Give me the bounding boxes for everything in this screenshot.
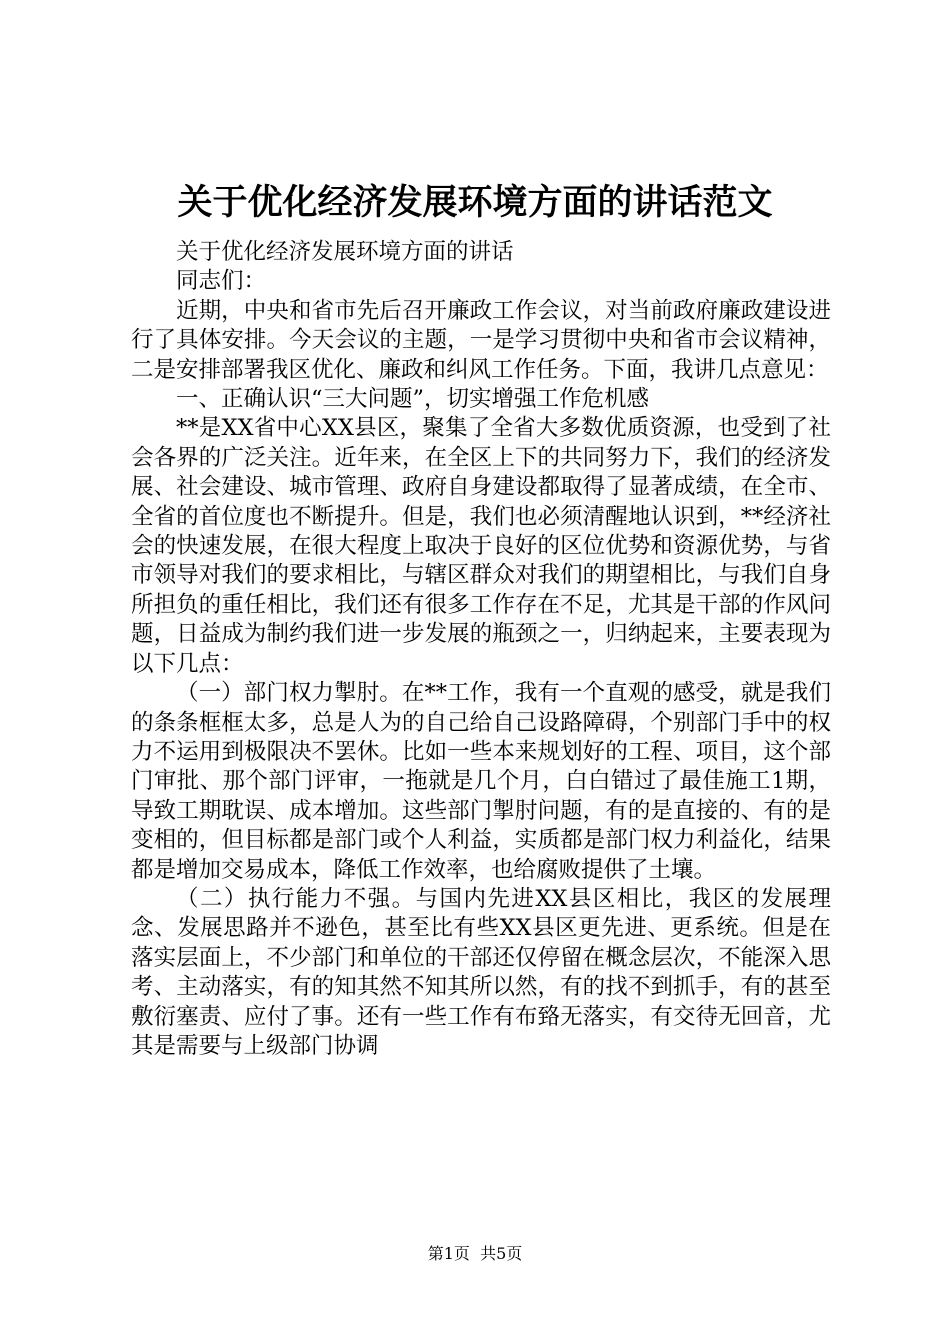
paragraph-point-1: （一）部门权力掣肘。在**工作，我有一个直观的感受，就是我们的条条框框太多，总是人为的自己给自己设路障碍，个别部门手中的权力不运用到极限决不罢休。比如一些本来规划好的工程、项目，这个部门审批、那个部门评审，一拖就是几个月，白白错过了最佳施工1期，导致工期耽误、成本增加。这些部门掣肘问题，有的是直接的、有的是变相的，但目标都是部门或个人利益，实质都是部门权力利益化，结果都是增加交易成本，降低工作效率，也给腐败提供了土壤。 bbox=[131, 680, 831, 883]
paragraph-overview: **是XX省中心XX县区，聚集了全省大多数优质资源，也受到了社会各界的广泛关注。近年来，在全区上下的共同努力下，我们的经济发展、社会建设、城市管理、政府自身建设都取得了显著成绩，在全市、全省的首位度也不断提升。但是，我们也必须清醒地认识到，**经济社会的快速发展，在很大程度上取决于良好的区位优势和资源优势，与省市领导对我们的要求相比，与辖区群众对我们的期望相比，与我们自身所担负的重任相比，我们还有很多工作存在不足，尤其是干部的作风问题，日益成为制约我们进一步发展的瓶颈之一，归纳起来，主要表现为以下几点： bbox=[131, 415, 831, 677]
document-title: 关于优化经济发展环境方面的讲话范文 bbox=[177, 182, 773, 223]
document-body bbox=[131, 238, 831, 1061]
paragraph-intro: 近期，中央和省市先后召开廉政工作会议，对当前政府廉政建设进行了具体安排。今天会议的主题，一是学习贯彻中央和省市会议精神，二是安排部署我区优化、廉政和纠风工作任务。下面，我讲几点意见： bbox=[131, 297, 831, 383]
section-heading-1: 一、正确认识“三大问题”，切实增强工作危机感 bbox=[176, 386, 650, 413]
paragraph-point-2: （二）执行能力不强。与国内先进XX县区相比，我区的发展理念、发展思路并不逊色，甚至比有些XX县区更先进、更系统。但是在落实层面上，不少部门和单位的干部还仅停留在概念层次，不能深入思考、主动落实，有的知其然不知其所以然，有的找不到抓手，有的甚至敷衍塞责、应付了事。还有一些工作有布臵无落实，有交待无回音，尤其是需要与上级部门协调 bbox=[131, 885, 831, 1059]
page-footer: 第1页 共5页 bbox=[427, 1244, 523, 1263]
salutation: 同志们： bbox=[176, 268, 267, 295]
speech-subtitle: 关于优化经济发展环境方面的讲话 bbox=[176, 239, 514, 265]
